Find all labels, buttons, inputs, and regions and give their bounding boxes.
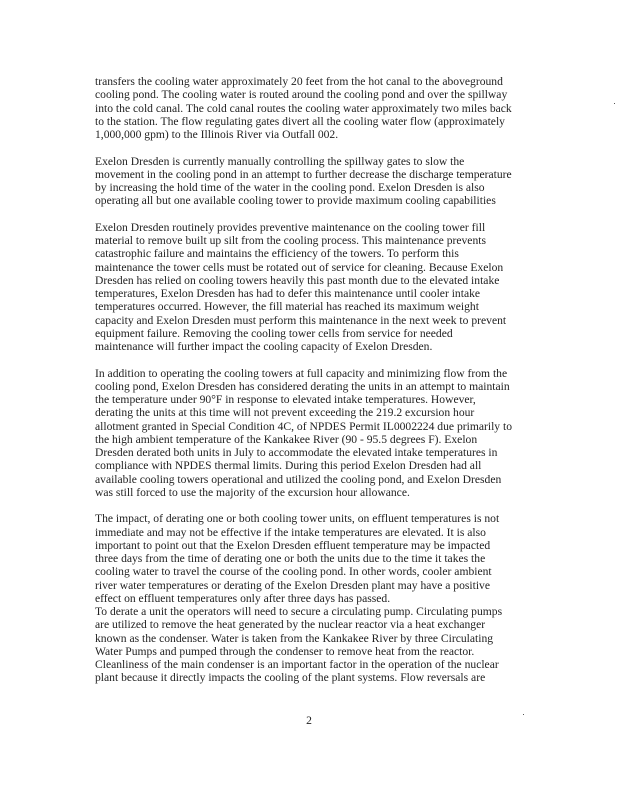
text-line: three days from the time of derating one or both the units due to the time it takes the [95, 552, 486, 565]
text-line: plant because it directly impacts the cooling of the plant systems. Flow reversals are [95, 671, 486, 685]
text-line: effect on effluent temperatures only after three days has passed. [95, 591, 391, 605]
text-line: to the station. The flow regulating gates divert all the cooling water flow (approximately [95, 114, 505, 128]
scan-speck [614, 103, 615, 104]
text-line: Cleanliness of the main condenser is an important factor in the operation of the nuclear [95, 658, 499, 671]
page-number: 2 [306, 714, 312, 727]
text-line: compliance with NPDES thermal limits. During this period Exelon Dresden had all [95, 459, 482, 473]
text-line: cooling pond. The cooling water is routed around the cooling pond and over the spillway [95, 88, 508, 102]
text-line: cooling water to travel the course of the cooling pond. In other words, cooler ambient [95, 565, 492, 579]
text-line: Exelon Dresden routinely provides preventive maintenance on the cooling tower fill [95, 220, 486, 234]
text-line: the high ambient temperature of the Kankakee River (90 - 95.5 degrees F). Exelon [95, 432, 478, 446]
text-line: river water temperatures or derating of the Exelon Dresden plant may have a positive [95, 578, 491, 592]
text-line: cooling pond, Exelon Dresden has considered derating the units in an attempt to maintain [95, 379, 510, 393]
text-line: Dresden derated both units in July to accommodate the elevated intake temperatures in [95, 446, 498, 459]
text-line: important to point out that the Exelon Dresden effluent temperature may be impacted [95, 538, 491, 552]
text-line: 1,000,000 gpm) to the Illinois River via Outfall 002. [95, 128, 339, 141]
text-line: The impact, of derating one or both cooling tower units, on effluent temperatures is not [95, 512, 500, 526]
text-line: capacity and Exelon Dresden must perform this maintenance in the next week to prevent [95, 313, 507, 327]
text-line: catastrophic failure and maintains the efficiency of the towers. To perform this [95, 247, 459, 261]
text-line: Water Pumps and pumped through the condenser to remove heat from the reactor. [95, 644, 475, 658]
text-line: operating all but one available cooling tower to provide maximum cooling capabilities [95, 194, 496, 208]
text-line: movement in the cooling pond in an attempt to further decrease the discharge temperature [95, 167, 512, 181]
text-line: the temperature under 90°F in response to elevated intake temperatures. However, [95, 393, 476, 406]
text-line: temperatures, Exelon Dresden has had to defer this maintenance until cooler intake [95, 287, 481, 300]
text-line: by increasing the hold time of the water in the cooling pond. Exelon Dresden is also [95, 181, 485, 194]
text-line: derating the units at this time will not prevent exceeding the 219.2 excursion hour [95, 406, 475, 420]
text-line: equipment failure. Removing the cooling tower cells from service for needed [95, 326, 453, 340]
document-body [95, 75, 535, 698]
text-line: known as the condenser. Water is taken from the Kankakee River by three Circulating [95, 631, 494, 645]
text-line: In addition to operating the cooling towers at full capacity and minimizing flow from the [95, 366, 508, 380]
text-line: Exelon Dresden is currently manually controlling the spillway gates to slow the [95, 154, 465, 168]
text-line: was still forced to use the majority of the excursion hour allowance. [95, 485, 410, 499]
text-line: material to remove built up silt from the cooling process. This maintenance prevents [95, 234, 486, 247]
text-line: To derate a unit the operators will need to secure a circulating pump. Circulating pumps [95, 605, 503, 618]
text-line: maintenance the tower cells must be rotated out of service for cleaning. Because Exelon [95, 260, 504, 274]
paragraph [95, 75, 535, 141]
scan-speck [523, 714, 524, 715]
text-line: transfers the cooling water approximately 20 feet from the hot canal to the aboveground [95, 75, 503, 88]
text-line: temperatures occurred. However, the fill material has reached its maximum weight [95, 300, 479, 314]
text-line: maintenance will further impact the cooling capacity of Exelon Dresden. [95, 340, 433, 353]
paragraph [95, 155, 535, 208]
paragraph [95, 367, 535, 500]
text-line: available cooling towers operational and utilized the cooling pond, and Exelon Dresden [95, 472, 502, 486]
text-line: Dresden has relied on cooling towers heavily this past month due to the elevated intake [95, 273, 500, 287]
text-line: immediate and may not be effective if the intake temperatures are elevated. It is also [95, 525, 486, 539]
paragraph [95, 512, 535, 605]
text-line: are utilized to remove the heat generated by the nuclear reactor via a heat exchanger [95, 618, 486, 632]
paragraph [95, 605, 535, 685]
text-line: allotment granted in Special Condition 4C, of NPDES Permit IL0002224 due primarily to [95, 419, 513, 433]
text-line: into the cold canal. The cold canal routes the cooling water approximately two miles back [95, 101, 512, 115]
paragraph [95, 221, 535, 354]
